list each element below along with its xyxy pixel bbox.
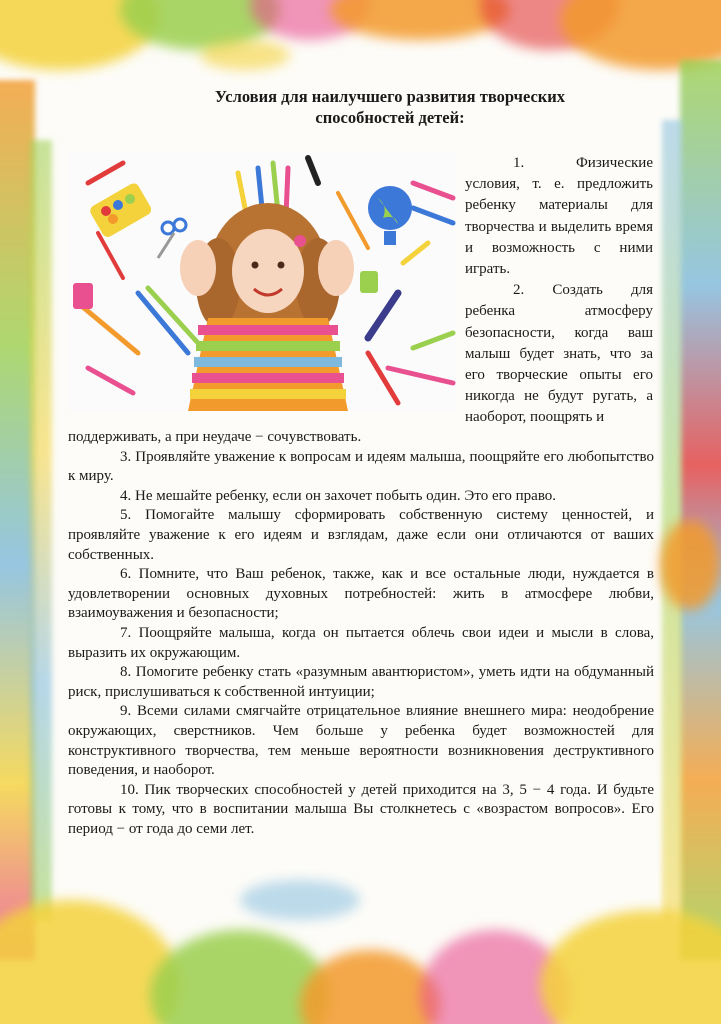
page-title [150, 86, 630, 128]
item-3-text: 3. Проявляйте уважение к вопросам и идеям малыша, поощряйте его любопытство к миру. [68, 448, 654, 485]
item-5-text: 5. Помогайте малышу сформировать собственную систему ценностей, и проявляйте уважение к его идеям и взглядам, даже если они отличаются от ваших собственных. [68, 507, 654, 563]
item-9-text: 9. Всеми силами смягчайте отрицательное влияние внешнего мира: неодобрение окружающих, сверстников. Чем больше у ребенка будет возможностей для конструктивного творчества, тем меньше вероятности возникновения деструктивного поведения, и наоборот. [68, 703, 654, 779]
item-1-text: 1. Физические условия, т. е. предложить ребенку материалы для творчества и выделить время и возможность с ними играть. [465, 155, 653, 278]
main-text [68, 428, 654, 839]
title-line-1: Условия для наилучшего развития творческих [214, 87, 566, 106]
item-10-text: 10. Пик творческих способностей у детей приходится на 3, 5 − 4 года. И будьте готовы к тому, что в воспитании малыша Вы столкнетесь с «возрастом вопросов». Его период − от года до семи лет. [68, 781, 654, 837]
side-column-text [465, 153, 653, 429]
item-2-text: 2. Создать для ребенка атмосферу безопасности, когда ваш малыш будет знать, что за его творческие опыты его никогда не будут ругать, а наоборот, поощрять и [465, 282, 653, 426]
item-6-text: 6. Помните, что Ваш ребенок, также, как и все остальные люди, нуждается в удовлетворении основных духовных потребностей: жить в атмосфере любви, взаимоуважения и безопасности; [68, 566, 654, 622]
item-4-text: 4. Не мешайте ребенку, если он захочет побыть один. Это его право. [120, 487, 557, 504]
title-line-2: способностей детей: [315, 108, 465, 127]
item-7-text: 7. Поощряйте малыша, когда он пытается облечь свои идеи и мысли в слова, выразить их окружающим. [68, 624, 654, 661]
item-2-continued: поддерживать, а при неудаче − сочувствовать. [68, 429, 362, 445]
child-art-supplies-photo [68, 153, 456, 411]
item-8-text: 8. Помогите ребенку стать «разумным авантюристом», уметь идти на обдуманный риск, прислушиваться к собственной интуиции; [68, 664, 654, 700]
